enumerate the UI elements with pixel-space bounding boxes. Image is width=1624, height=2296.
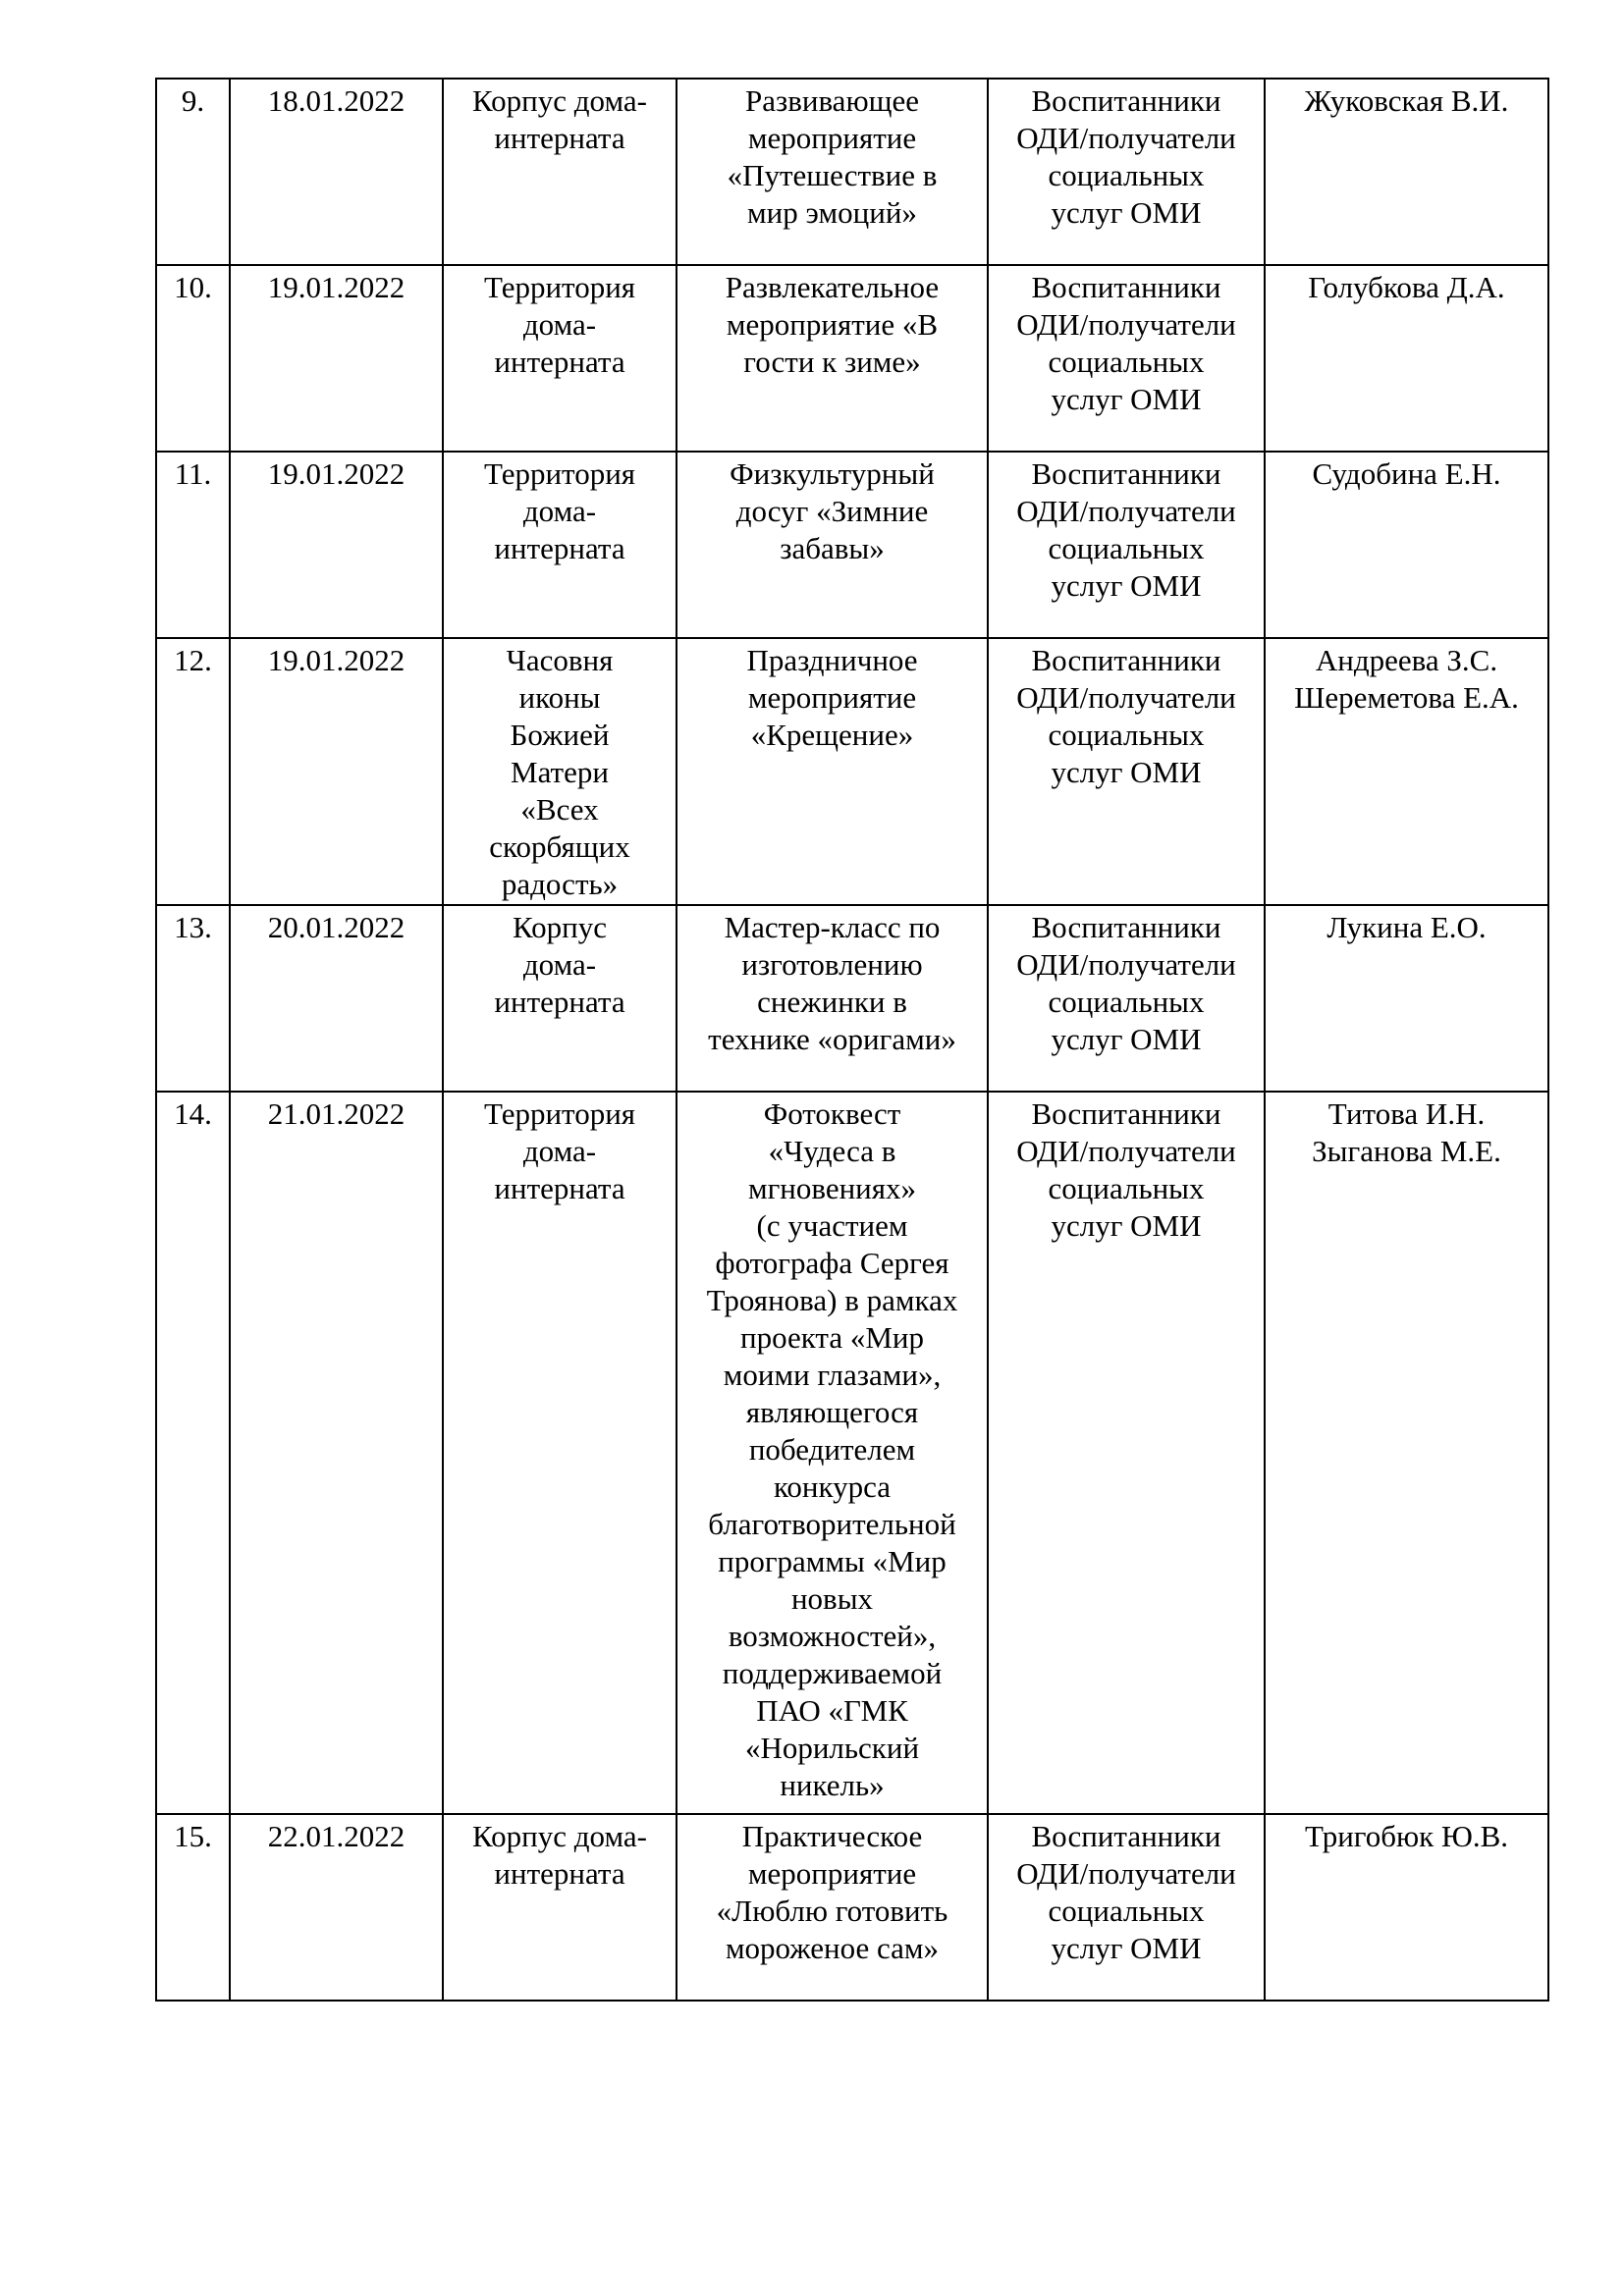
- event-title: Развивающее мероприятие «Путешествие в мир эмоций»: [677, 79, 988, 265]
- event-date: 21.01.2022: [230, 1092, 443, 1814]
- event-place: Корпус дома- интерната: [443, 905, 677, 1092]
- row-number: 9.: [156, 79, 230, 265]
- table-row: [156, 905, 1548, 1092]
- row-number: 10.: [156, 265, 230, 452]
- row-number: 14.: [156, 1092, 230, 1814]
- event-responsible: Судобина Е.Н.: [1265, 452, 1548, 638]
- event-date: 19.01.2022: [230, 452, 443, 638]
- event-responsible: Лукина Е.О.: [1265, 905, 1548, 1092]
- event-date: 22.01.2022: [230, 1814, 443, 2001]
- events-table: [155, 78, 1549, 2002]
- event-title: Развлекательное мероприятие «В гости к зиме»: [677, 265, 988, 452]
- event-participants: Воспитанники ОДИ/получатели социальных услуг ОМИ: [988, 265, 1265, 452]
- event-responsible: Титова И.Н. Зыганова М.Е.: [1265, 1092, 1548, 1814]
- event-participants: Воспитанники ОДИ/получатели социальных услуг ОМИ: [988, 1814, 1265, 2001]
- table-row: [156, 638, 1548, 905]
- event-responsible: Андреева З.С. Шереметова Е.А.: [1265, 638, 1548, 905]
- table-row: [156, 1092, 1548, 1814]
- event-title: Фотоквест «Чудеса в мгновениях» (с участием фотографа Сергея Троянова) в рамках проекта «Мир моими глазами», являющегося победителем конкурса благотворительной программы «Мир новых возможностей», поддерживаемой ПАО «ГМК «Норильский никель»: [677, 1092, 988, 1814]
- event-place: Территория дома- интерната: [443, 452, 677, 638]
- table-row: [156, 1814, 1548, 2001]
- row-number: 13.: [156, 905, 230, 1092]
- event-place: Корпус дома- интерната: [443, 79, 677, 265]
- event-title: Практическое мероприятие «Люблю готовить мороженое сам»: [677, 1814, 988, 2001]
- table-row: [156, 265, 1548, 452]
- event-responsible: Тригобюк Ю.В.: [1265, 1814, 1548, 2001]
- event-date: 18.01.2022: [230, 79, 443, 265]
- event-responsible: Голубкова Д.А.: [1265, 265, 1548, 452]
- event-place: Часовня иконы Божией Матери «Всех скорбящих радость»: [443, 638, 677, 905]
- event-place: Территория дома- интерната: [443, 1092, 677, 1814]
- event-title: Мастер-класс по изготовлению снежинки в технике «оригами»: [677, 905, 988, 1092]
- table-row: [156, 452, 1548, 638]
- event-participants: Воспитанники ОДИ/получатели социальных услуг ОМИ: [988, 1092, 1265, 1814]
- event-participants: Воспитанники ОДИ/получатели социальных услуг ОМИ: [988, 452, 1265, 638]
- event-participants: Воспитанники ОДИ/получатели социальных услуг ОМИ: [988, 79, 1265, 265]
- event-date: 19.01.2022: [230, 638, 443, 905]
- event-date: 19.01.2022: [230, 265, 443, 452]
- event-participants: Воспитанники ОДИ/получатели социальных услуг ОМИ: [988, 638, 1265, 905]
- row-number: 12.: [156, 638, 230, 905]
- event-date: 20.01.2022: [230, 905, 443, 1092]
- event-participants: Воспитанники ОДИ/получатели социальных услуг ОМИ: [988, 905, 1265, 1092]
- table-row: [156, 79, 1548, 265]
- event-title: Праздничное мероприятие «Крещение»: [677, 638, 988, 905]
- event-place: Территория дома- интерната: [443, 265, 677, 452]
- event-place: Корпус дома- интерната: [443, 1814, 677, 2001]
- row-number: 11.: [156, 452, 230, 638]
- event-responsible: Жуковская В.И.: [1265, 79, 1548, 265]
- row-number: 15.: [156, 1814, 230, 2001]
- event-title: Физкультурный досуг «Зимние забавы»: [677, 452, 988, 638]
